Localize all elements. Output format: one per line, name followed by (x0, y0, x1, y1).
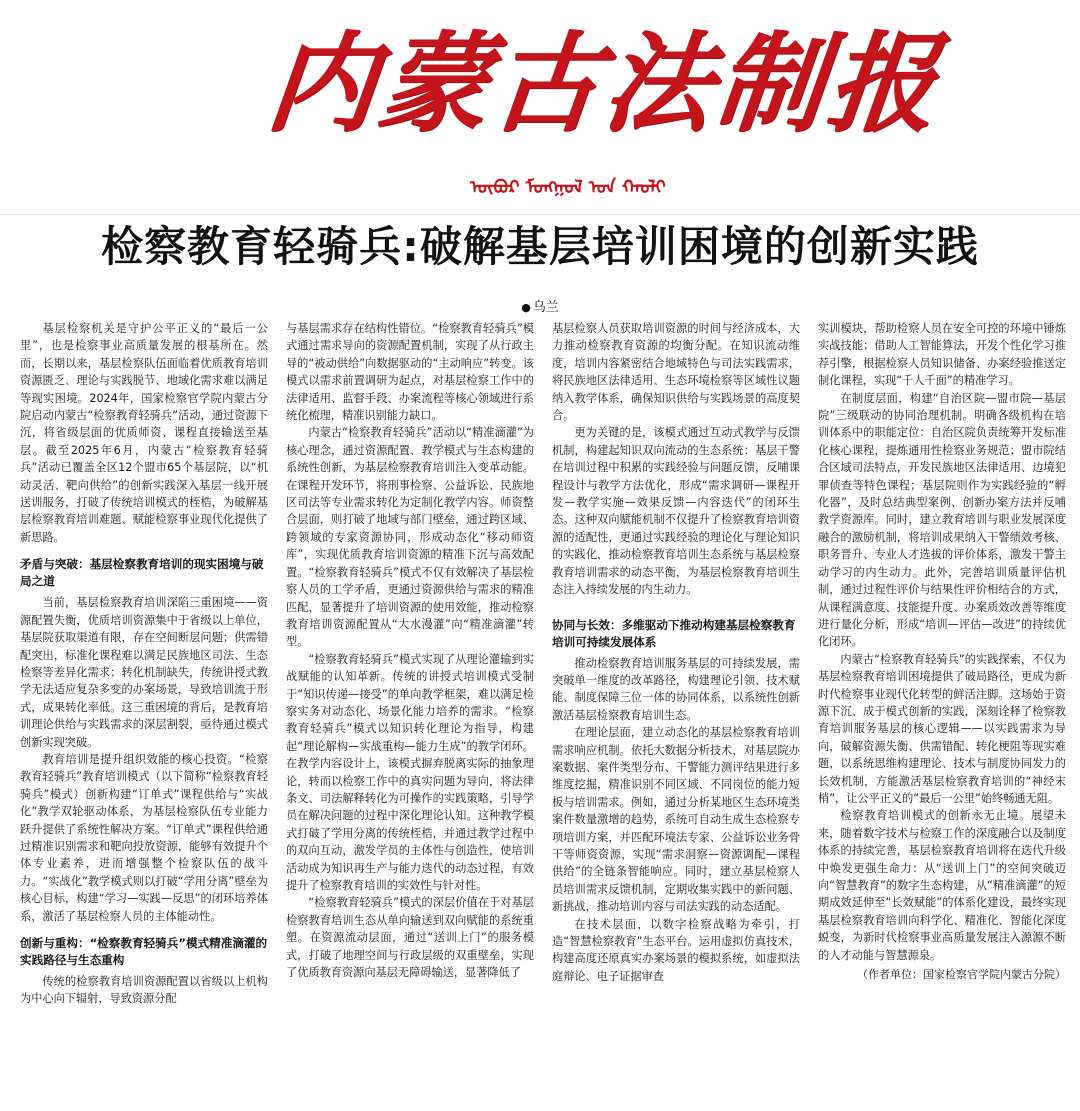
article-column-3 (552, 320, 800, 1111)
article-paragraph: 实训模块，帮助检察人员在安全可控的环境中锤炼实战技能；借助人工智能算法，开发个性化学习推荐引擎，根据检察人员知识储备、办案经验推送定制化课程，实现“千人千面”的精准学习。 (818, 322, 1066, 388)
article-column-4 (818, 320, 1066, 1111)
article-headline: 检察教育轻骑兵:破解基层培训困境的创新实践 (101, 222, 979, 271)
article-column-1 (20, 320, 268, 1111)
newspaper-logo: 内蒙古法制报 (261, 21, 947, 147)
mongolian-script-title: ᠥᠪᠦᠷ ᠮᠣᠩᠭᠣᠯ ᠤᠨ ᠬᠠᠤᠯᠢ (470, 177, 666, 198)
bullet-icon: ● (521, 301, 531, 314)
article-paragraph: 在技术层面，以数字检察战略为牵引，打造“智慧检察教育”生态平台。运用虚拟仿真技术，构建高度还原真实办案场景的模拟系统，如虚拟法庭辩论、电子证据审查 (552, 917, 800, 983)
article-columns (20, 320, 1066, 1111)
article-paragraph: 与基层需求存在结构性错位。“检察教育轻骑兵”模式通过需求导向的资源配置机制，实现了从行政主导的“被动供给”向数据驱动的“主动响应”转变。该模式以需求前置调研为起点，对基层检察工作中的法律适用、监督手段、办案流程等核心领域进行系统化梳理，精准识别能力缺口。 (286, 322, 534, 423)
article-byline (0, 296, 1080, 315)
spacer (552, 599, 800, 607)
article-paragraph: “检察教育轻骑兵”模式的深层价值在于对基层检察教育培训生态从单向输送到双向赋能的系统重塑。在资源流动层面，通过“送训上门”的服务模式，打破了地理空间与行政层级的双重壁垒，实现了优质教育资源向基层无障碍输送，显著降低了 (286, 896, 534, 980)
article-paragraph: 基层检察机关是守护公平正义的“最后一公里”，也是检察事业高质量发展的根基所在。然而，长期以来，基层检察队伍面临着优质教育培训资源匮乏、理论与实践脱节、地域化需求难以满足等现实困境。2024年，国家检察官学院内蒙古分院启动内蒙古“检察教育轻骑兵”活动，通过资源下沉，将省级层面的优质师资、课程直接输送至基层。截至2025年6月，内蒙古“检察教育轻骑兵”活动已覆盖全区12个盟市65个基层院，以“机动灵活、靶向供给”的创新实践深入基层一线开展送训服务，打破了传统培训模式的桎梏，为破解基层检察教育培训难题、赋能检察事业现代化提供了新思路。 (20, 322, 268, 544)
section-heading: 创新与重构：“检察教育轻骑兵”模式精准滴灌的实践路径与生态重构 (20, 936, 268, 967)
article-paragraph: 教育培训是提升组织效能的核心投资。“检察教育轻骑兵”教育培训模式（以下简称“检察教育轻骑兵”模式）创新构建“订单式”课程供给与“实战化”教学双轮驱动体系，为基层检察队伍专业能力跃升提供了系统性解决方案。“订单式”课程供给通过精准识别需求和靶向投放资源，能够有效提升个体专业素养，进而增强整个检察队伍的战斗力。“实战化”教学模式则以打破“学用分离”壁垒为核心目标，构建“学习—实践—反思”的闭环培养体系，激活了基层检察人员的主体能动性。 (20, 752, 268, 923)
article-column-2 (286, 320, 534, 1111)
author-affiliation: （作者单位：国家检察官学院内蒙古分院） (857, 968, 1066, 982)
article-paragraph: 当前，基层检察教育培训深陷三重困境——资源配置失衡，优质培训资源集中于省级以上单位，基层院获取渠道有限，存在空间断层问题；供需错配突出，标准化课程难以满足民族地区司法、生态检察等差异化需求；转化机制缺失，传统讲授式教学无法适应复杂多变的办案场景，导致培训流于形式，成果转化率低。这三重困境的背后，是教育培训理论供给与实践需求的深层割裂，亟待通过模式创新实现突破。 (20, 596, 268, 749)
divider (0, 214, 1080, 215)
section-heading: 矛盾与突破：基层检察教育培训的现实困境与破局之道 (20, 557, 264, 589)
article-paragraph: 检察教育培训模式的创新永无止境。展望未来，随着数字技术与检察工作的深度融合以及制度体系的持续完善，基层检察教育培训将在迭代升级中焕发更强生命力：从“送训上门”的空间突破迈向“智慧教育”的数字生态构建，从“精准滴灌”的短期成效延伸至“长效赋能”的体系化建设，最终实现基层检察教育培训向科学化、精准化、智能化深度蜕变，为新时代检察事业高质量发展注入源源不断的人才动能与智慧源泉。 (818, 809, 1066, 962)
article-paragraph: 在制度层面，构建“自治区院—盟市院—基层院”三级联动的协同治理机制。明确各级机构在培训体系中的职能定位：自治区院负责统筹开发标准化核心课程，提炼通用性检察业务规范；盟市院结合区域司法特点，开发民族地区法律适用、边境犯罪侦查等特色课程；基层院则作为实践经验的“孵化器”，及时总结典型案例、创新办案方法并反哺教学资源库。同时，建立教育培训与职业发展深度融合的激励机制，将培训成果纳入干警绩效考核、职务晋升、专业人才选拔的评价体系，激发干警主动学习的内生动力。此外，完善培训质量评估机制，通过过程性评价与结果性评价相结合的方式，从课程满意度、技能提升度、办案质效改善等维度进行量化分析，形成“培训—评估—改进”的持续优化闭环。 (818, 391, 1066, 649)
masthead (0, 0, 1080, 210)
article-paragraph: 基层检察人员获取培训资源的时间与经济成本，大力推动检察教育资源的均衡分配。在知识流动维度，培训内容紧密结合地域特色与司法实践需求，将民族地区法律适用、生态环境检察等区域性议题纳入教学体系，确保知识供给与实践场景的高度契合。 (552, 322, 800, 423)
section-heading: 协同与长效：多维驱动下推动构建基层检察教育培训可持续发展体系 (552, 617, 796, 649)
byline-author: 乌兰 (532, 300, 559, 315)
article-paragraph: 更为关键的是，该模式通过互动式教学与反馈机制，构建起知识双向流动的生态系统：基层干警在培训过程中积累的实践经验与问题反馈，反哺课程设计与教学方法优化，形成“需求调研—课程开发—教学实施—效果反馈—内容迭代”的闭环生态。这种双向赋能机制不仅提升了检察教育培训资源的适配性，更通过实践经验的理论化与理论知识的实践化，推动检察教育培训生态系统与基层检察教育培训需求的动态平衡，为基层检察教育培训生态注入持续发展的内生动力。 (552, 426, 800, 597)
article-paragraph: 在理论层面，建立动态化的基层检察教育培训需求响应机制。依托大数据分析技术，对基层院办案数据、案件类型分布、干警能力测评结果进行多维度挖掘，精准识别不同区域、不同岗位的能力短板与培训需求。例如，通过分析某地区生态环境类案件数量激增的趋势，系统可自动生成生态检察专项培训方案，并匹配环境法专家、公益诉讼业务骨干等师资资源，实现“需求洞察—资源调配—课程供给”的全链条智能响应。同时，建立基层检察人员培训需求反馈机制，定期收集实践中的新问题、新挑战，推动培训内容与司法实践的动态适配。 (552, 726, 800, 914)
article-paragraph: 推动检察教育培训服务基层的可持续发展，需突破单一维度的改革路径，构建理论引领、技术赋能、制度保障三位一体的协同体系，以系统性创新激活基层检察教育培训生态。 (552, 656, 800, 722)
article-paragraph: “检察教育轻骑兵”模式实现了从理论灌输到实战赋能的认知革新。传统的讲授式培训模式受制于“知识传递—接受”的单向教学框架，难以满足检察实务对动态化、场景化能力培养的需求。“检察教育轻骑兵”模式以知识转化理论为指导，构建起“理论解构—实战重构—能力生成”的教学闭环。在教学内容设计上，该模式摒弃脱离实际的抽象理论，转而以检察工作中的真实问题为导向，将法律条文、司法解释转化为可操作的实践策略，引导学员在解决问题的过程中深化理论认知。这种教学模式打破了学用分离的传统桎梏，并通过教学过程中的双向互动，激发学员的主体性与创造性，使培训活动成为知识再生产与能力迭代的动态过程，有效提升了检察教育培训的实效性与针对性。 (286, 652, 534, 892)
article-paragraph: 内蒙古“检察教育轻骑兵”的实践探索，不仅为基层检察教育培训困境提供了破局路径，更成为新时代检察事业现代化转型的鲜活注脚。这场始于资源下沉、成于模式创新的实践，深刻诠释了检察教育培训服务基层的核心逻辑——以实践需求为导向，破解资源失衡、供需错配、转化梗阻等现实难题，以系统思维构建理论、技术与制度协同发力的长效机制，方能激活基层检察教育培训的“神经末梢”，让公平正义的“最后一公里”始终畅通无阻。 (818, 652, 1066, 805)
article-paragraph: 内蒙古“检察教育轻骑兵”活动以“精准滴灌”为核心理念，通过资源配置、教学模式与生态构建的系统性创新，为基层检察教育培训注入变革动能。在课程开发环节，将刑事检察、公益诉讼、民族地区司法等专业需求转化为定制化教学内容。师资整合层面，则打破了地域与部门壁垒，通过跨区域、跨领域的专家资源协同，形成动态化“移动师资库”，实现优质教育培训资源的精准下沉与高效配置。“检察教育轻骑兵”模式不仅有效解决了基层检察人员的工学矛盾，更通过资源供给与需求的精准匹配，显著提升了培训资源的使用效能，推动检察教育培训资源配置从“大水漫灌”向“精准滴灌”转型。 (286, 426, 534, 649)
article-paragraph: 传统的检察教育培训资源配置以省级以上机构为中心向下辐射，导致资源分配 (20, 975, 268, 1006)
